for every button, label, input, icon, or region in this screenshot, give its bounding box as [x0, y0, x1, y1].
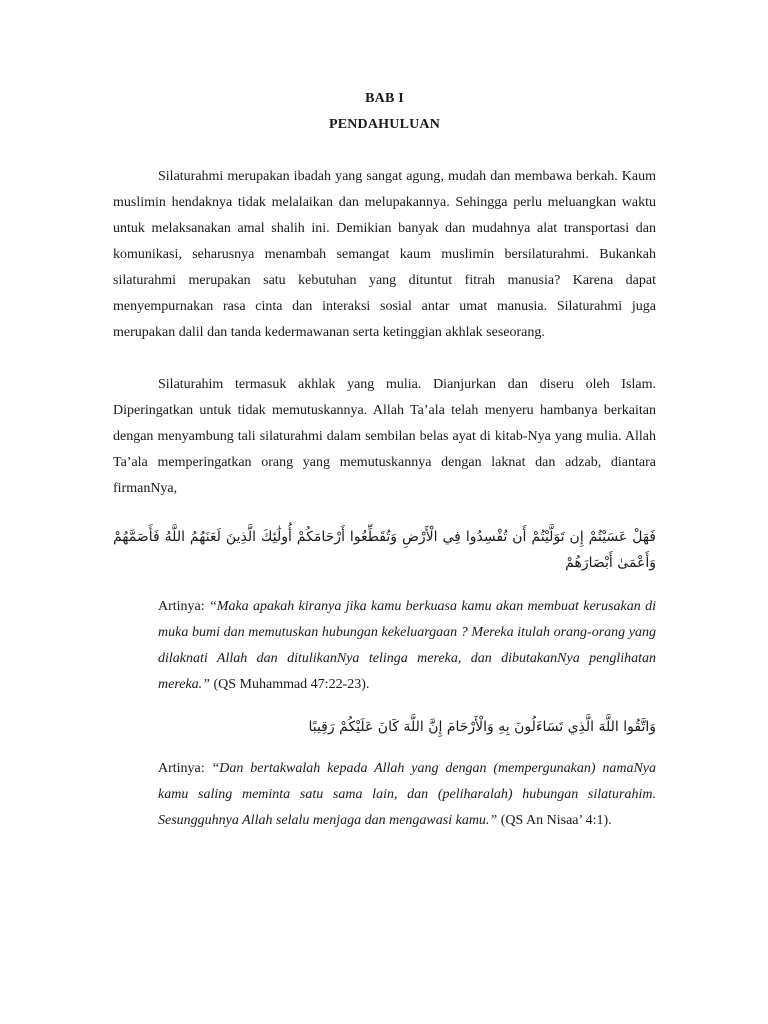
chapter-number: BAB I: [365, 91, 404, 106]
body-paragraph: Silaturahim termasuk akhlak yang mulia. Dianjurkan dan diseru oleh Islam. Diperingatkan untuk tidak memutuskannya. Allah Ta’ala telah menyeru hambanya berkaitan dengan menyambung tali silaturahmi dalam sembilan belas ayat di kitab-Nya yang mulia. Allah Ta’ala memperingatkan orang yang memutuskannya dengan laknat dan adzab, diantara firmanNya,: [113, 377, 656, 496]
arabic-verse: وَاتَّقُوا اللَّهَ الَّذِي تَسَاءَلُونَ بِهِ وَالْأَرْحَامَ إِنَّ اللَّهَ كَانَ عَلَيْكُمْ رَقِيبًا: [308, 719, 656, 735]
translation-quote: “Dan bertakwalah kepada Allah yang dengan (mempergunakan) namaNya kamu saling meminta satu sama lain, dan (peliharalah) hubungan silaturahim. Sesungguhnya Allah selalu menjaga dan mengawasi kamu.”: [158, 761, 656, 828]
translation-quote: “Maka apakah kiranya jika kamu berkuasa kamu akan membuat kerusakan di muka bumi dan memutuskan hubungan kekeluargaan ? Mereka itulah orang-orang yang dilaknati Allah dan ditulikanNya telinga mereka, dan dibutakanNya penglihatan mereka.”: [158, 599, 656, 692]
verse-translation: [158, 594, 656, 698]
translation-label: Artinya:: [158, 599, 209, 614]
arabic-verse: فَهَلْ عَسَيْتُمْ إِن تَوَلَّيْتُمْ أَن تُفْسِدُوا فِي الْأَرْضِ وَتُقَطِّعُوا أَرْحَامَكُمْ أُولَٰئِكَ الَّذِينَ لَعَنَهُمُ اللَّهُ فَأَصَمَّهُمْ وَأَعْمَىٰ أَبْصَارَهُمْ: [113, 529, 656, 571]
document-page: [113, 86, 656, 848]
verse-reference: (QS Muhammad 47:22-23).: [209, 677, 370, 692]
translation-label: Artinya:: [158, 761, 212, 776]
verse-translation: [158, 756, 656, 834]
body-paragraph: Silaturahmi merupakan ibadah yang sangat agung, mudah dan membawa berkah. Kaum muslimin hendaknya tidak melalaikan dan melupakannya. Sehingga perlu meluangkan waktu untuk melaksanakan amal shalih ini. Demikian banyak dan mudahnya alat transportasi dan komunikasi, seharusnya menambah semangat kaum muslimin bersilaturahmi. Bukankah silaturahmi merupakan satu kebutuhan yang dituntut fitrah manusia? Karena dapat menyempurnakan rasa cinta dan interaksi sosial antar umat manusia. Silaturahmi juga merupakan dalil dan tanda kedermawanan serta ketinggian akhlak seseorang.: [113, 169, 656, 340]
verse-reference: (QS An Nisaa’ 4:1).: [497, 813, 612, 828]
chapter-title: PENDAHULUAN: [328, 117, 441, 132]
